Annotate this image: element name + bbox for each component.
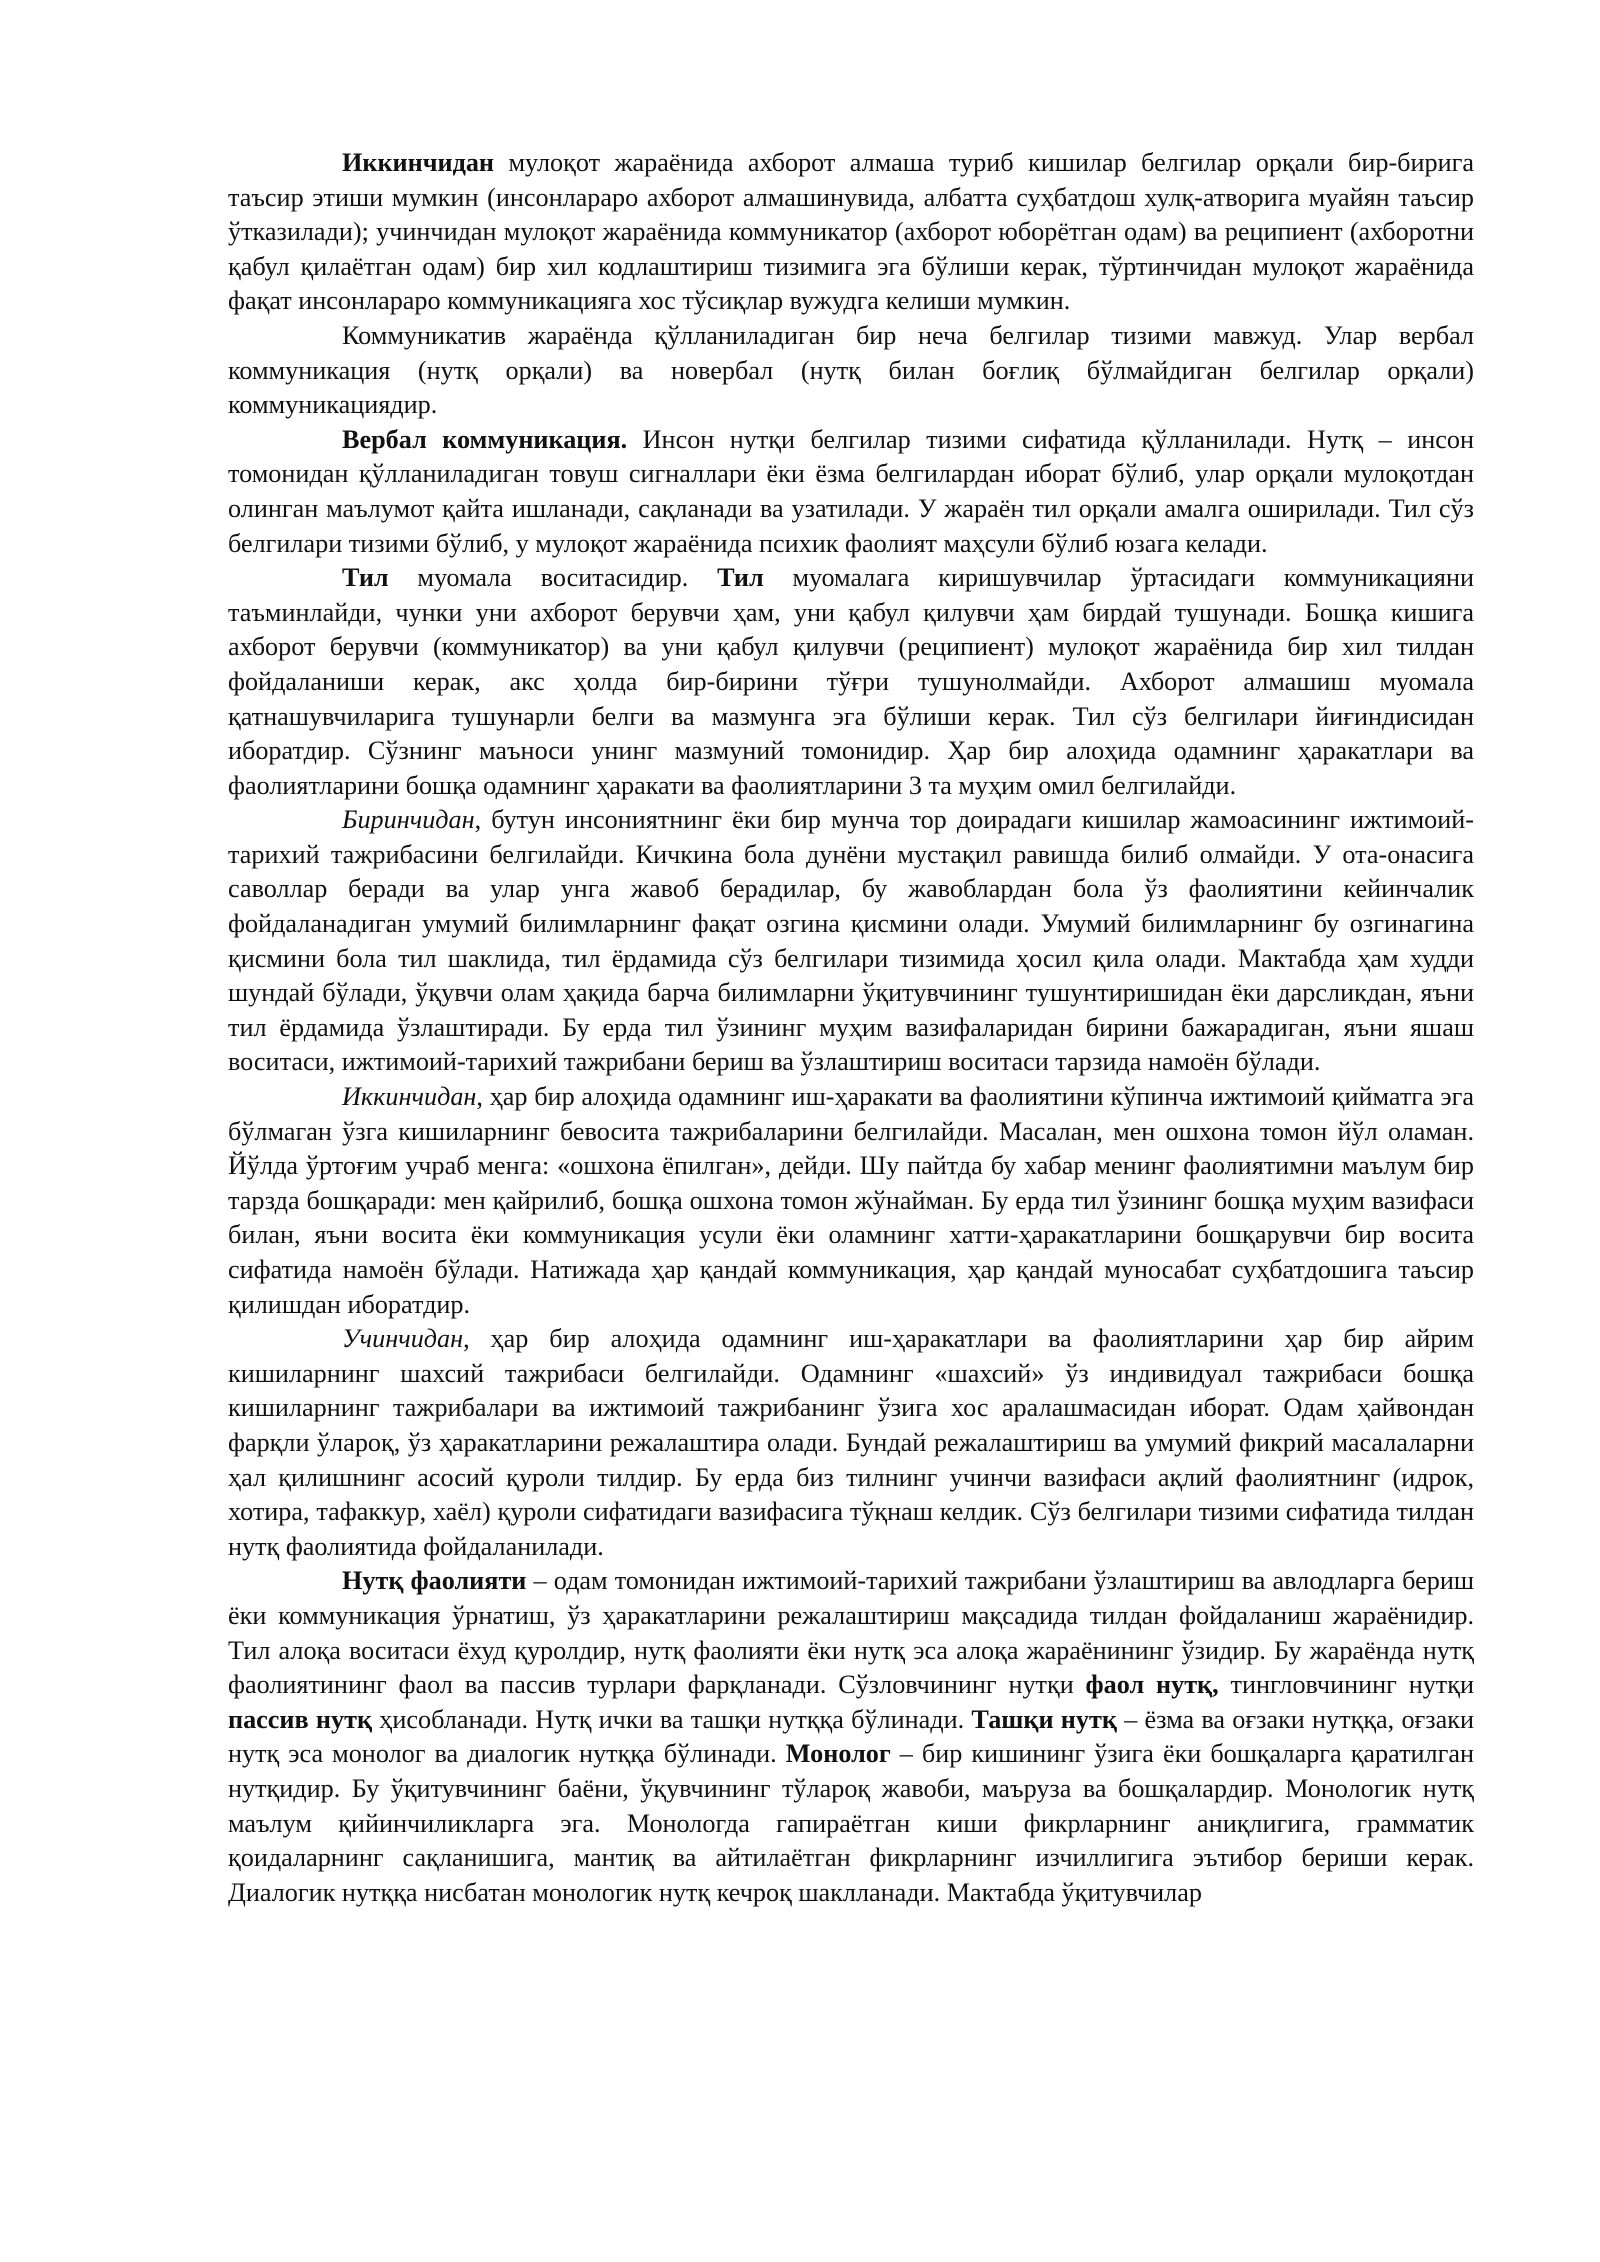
bold-term: Ташқи нутқ: [971, 1704, 1117, 1734]
paragraph-text: – одам томонидан ижтимоий-тарихий тажрибани ўзлаштириш ва авлодларга бериш ёки коммуникация ўрнатиш, ўз ҳаракатларини режалаштириш мақсадида тилдан фойдаланиш жараёнидир. Тил алоқа воситаси ёхуд қуролдир, нутқ фаолияти ёки нутқ эса алоқа жараёнининг ўзидир. Бу жараёнда нутқ фаолиятининг фаол ва пассив турлари фарқланади. Сўзловчининг нутқи: [228, 1566, 1474, 1700]
italic-term: Учинчидан: [342, 1324, 464, 1354]
document-body: [228, 146, 1474, 1910]
paragraph-text: Коммуникатив жараёнда қўлланиладиган бир неча белгилар тизими мавжуд. Улар вербал коммуникация (нутқ орқали) ва новербал (нутқ билан боғлиқ бўлмайдиган белгилар орқали) коммуникациядир.: [228, 320, 1474, 420]
paragraph: [228, 423, 1474, 561]
paragraph: [228, 1080, 1474, 1322]
paragraph-text: ҳисобланади. Нутқ ички ва ташқи нутққа бўлинади.: [372, 1704, 972, 1734]
bold-term: Иккинчидан: [342, 148, 495, 177]
paragraph-text: муомала воситасидир.: [388, 563, 718, 593]
italic-term: Биринчидан: [342, 805, 475, 835]
paragraph: [228, 803, 1474, 1080]
paragraph: [228, 1564, 1474, 1910]
italic-term: Иккинчидан: [342, 1082, 477, 1112]
paragraph-text: Инсон нутқи белгилар тизими сифатида қўлланилади. Нутқ – инсон томонидан қўлланиладиган товуш сигналлари ёки ёзма белгилардан иборат бўлиб, улар орқали мулоқотдан олинган маълумот қайта ишланади, сақланади ва узатилади. У жараён тил орқали амалга оширилади. Тил сўз белгилари тизими бўлиб, у мулоқот жараёнида психик фаолият маҳсули бўлиб юзага келади.: [228, 424, 1474, 558]
paragraph-text: , ҳар бир алоҳида одамнинг иш-ҳаракатлари ва фаолиятларини ҳар бир айрим кишиларнинг шахсий тажрибаси белгилайди. Одамнинг «шахсий» ўз индивидуал тажрибаси бошқа кишиларнинг тажрибалари ва ижтимоий тажрибанинг ўзига хос аралашмасидан иборат. Одам ҳайвондан фарқли ўлароқ, ўз ҳаракатларини режалаштира олади. Бундай режалаштириш ва умумий фикрий масалаларни ҳал қилишнинг асосий қуроли тилдир. Бу ерда биз тилнинг учинчи вазифаси ақлий фаолиятнинг (идрок, хотира, тафаккур, хаёл) қуроли сифатидаги вазифасига тўқнаш келдик. Сўз белгилари тизими сифатида тилдан нутқ фаолиятида фойдаланилади.: [228, 1324, 1474, 1561]
paragraph: [228, 146, 1474, 319]
paragraph-text: – ёзма ва оғзаки нутққа, оғзаки нутқ эса монолог ва диалогик нутққа бўлинади.: [228, 1704, 1475, 1769]
bold-term: Тил: [717, 563, 764, 593]
paragraph-text: – бир кишининг ўзига ёки бошқаларга қаратилган нутқидир. Бу ўқитувчининг баёни, ўқувчининг тўлароқ жавоби, маъруза ва бошқалардир. Монологик нутқ маълум қийинчиликларга эга. Монологда гапираётган киши фикрларнинг аниқлигига, грамматик қоидаларнинг сақланишига, мантиқ ва айтилаётган фикрларнинг изчиллигига эътибор бериши керак. Диалогик нутққа нисбатан монологик нутқ кечроқ шаклланади. Мактабда ўқитувчилар: [228, 1739, 1474, 1907]
bold-term: пассив нутқ: [228, 1704, 373, 1734]
bold-term: Нутқ фаолияти: [342, 1566, 527, 1596]
paragraph: [228, 1322, 1474, 1564]
paragraph-text: муомалага киришувчилар ўртасидаги коммуникацияни таъминлайди, чунки уни ахборот берувчи ҳам, уни қабул қилувчи ҳам бирдай тушунади. Бошқа кишига ахборот берувчи (коммуникатор) ва уни қабул қилувчи (реципиент) мулоқот жараёнида бир хил тилдан фойдаланиши керак, акс ҳолда бир-бирини тўғри тушунолмайди. Ахборот алмашиш муомала қатнашувчиларига тушунарли белги ва мазмунга эга бўлиши керак. Тил сўз белгилари йиғиндисидан иборатдир. Сўзнинг маъноси унинг мазмуний томонидир. Ҳар бир алоҳида одамнинг ҳаракатлари ва фаолиятларини бошқа одамнинг ҳаракати ва фаолиятларини 3 та муҳим омил белгилайди.: [228, 563, 1474, 800]
paragraph: [228, 319, 1474, 423]
paragraph-text: , бутун инсониятнинг ёки бир мунча тор доирадаги кишилар жамоасининг ижтимоий-тарихий тажрибасини белгилайди. Кичкина бола дунёни мустақил равишда билиб олмайди. У ота-онасига саволлар беради ва улар унга жавоб берадилар, бу жавоблардан бола ўз фаолиятини кейинчалик фойдаланадиган умумий билимларнинг фақат озгина қисмини олади. Умумий билимларнинг бу озгинагина қисмини бола тил шаклида, тил ёрдамида сўз белгилари тизимида ҳосил қила олади. Мактабда ҳам худди шундай бўлади, ўқувчи олам ҳақида барча билимларни ўқитувчининг тушунтиришидан ёки дарсликдан, яъни тил ёрдамида ўзлаштиради. Бу ерда тил ўзининг муҳим вазифаларидан бирини бажарадиган, яъни яшаш воситаси, ижтимоий-тарихий тажрибани бериш ва ўзлаштириш воситаси тарзида намоён бўлади.: [228, 805, 1474, 1077]
bold-term: Монолог: [785, 1739, 891, 1769]
paragraph-text: , ҳар бир алоҳида одамнинг иш-ҳаракати ва фаолиятини кўпинча ижтимоий қийматга эга бўлмаган ўзга кишиларнинг бевосита тажрибаларини белгилайди. Масалан, мен ошхона томон йўл оламан. Йўлда ўртоғим учраб менга: «ошхона ёпилган», дейди. Шу пайтда бу хабар менинг фаолиятимни маълум бир тарзда бошқаради: мен қайрилиб, бошқа ошхона томон жўнайман. Бу ерда тил ўзининг бошқа муҳим вазифаси билан, яъни восита ёки коммуникация усули ёки оламнинг хатти-ҳаракатларини бошқарувчи бир восита сифатида намоён бўлади. Натижада ҳар қандай коммуникация, ҳар қандай муносабат суҳбатдошига таъсир қилишдан иборатдир.: [228, 1082, 1474, 1319]
paragraph-text: мулоқот жараёнида ахборот алмаша туриб кишилар белгилар орқали бир-бирига таъсир этиши мумкин (инсонлараро ахборот алмашинувида, албатта суҳбатдош хулқ-атворига муайян таъсир ўтказилади); учинчидан мулоқот жараёнида коммуникатор (ахборот юборётган одам) ва реципиент (ахборотни қабул қилаётган одам) бир хил кодлаштириш тизимига эга бўлиши керак, тўртинчидан мулоқот жараёнида фақат инсонлараро коммуникацияга хос тўсиқлар вужудга келиши мумкин.: [228, 148, 1474, 316]
bold-term: фаол нутқ,: [1085, 1670, 1219, 1700]
paragraph: [228, 561, 1474, 803]
bold-term: Тил: [342, 563, 389, 593]
paragraph-text: тингловчининг нутқи: [1218, 1670, 1474, 1700]
bold-term: Вербал коммуникация.: [342, 424, 628, 454]
